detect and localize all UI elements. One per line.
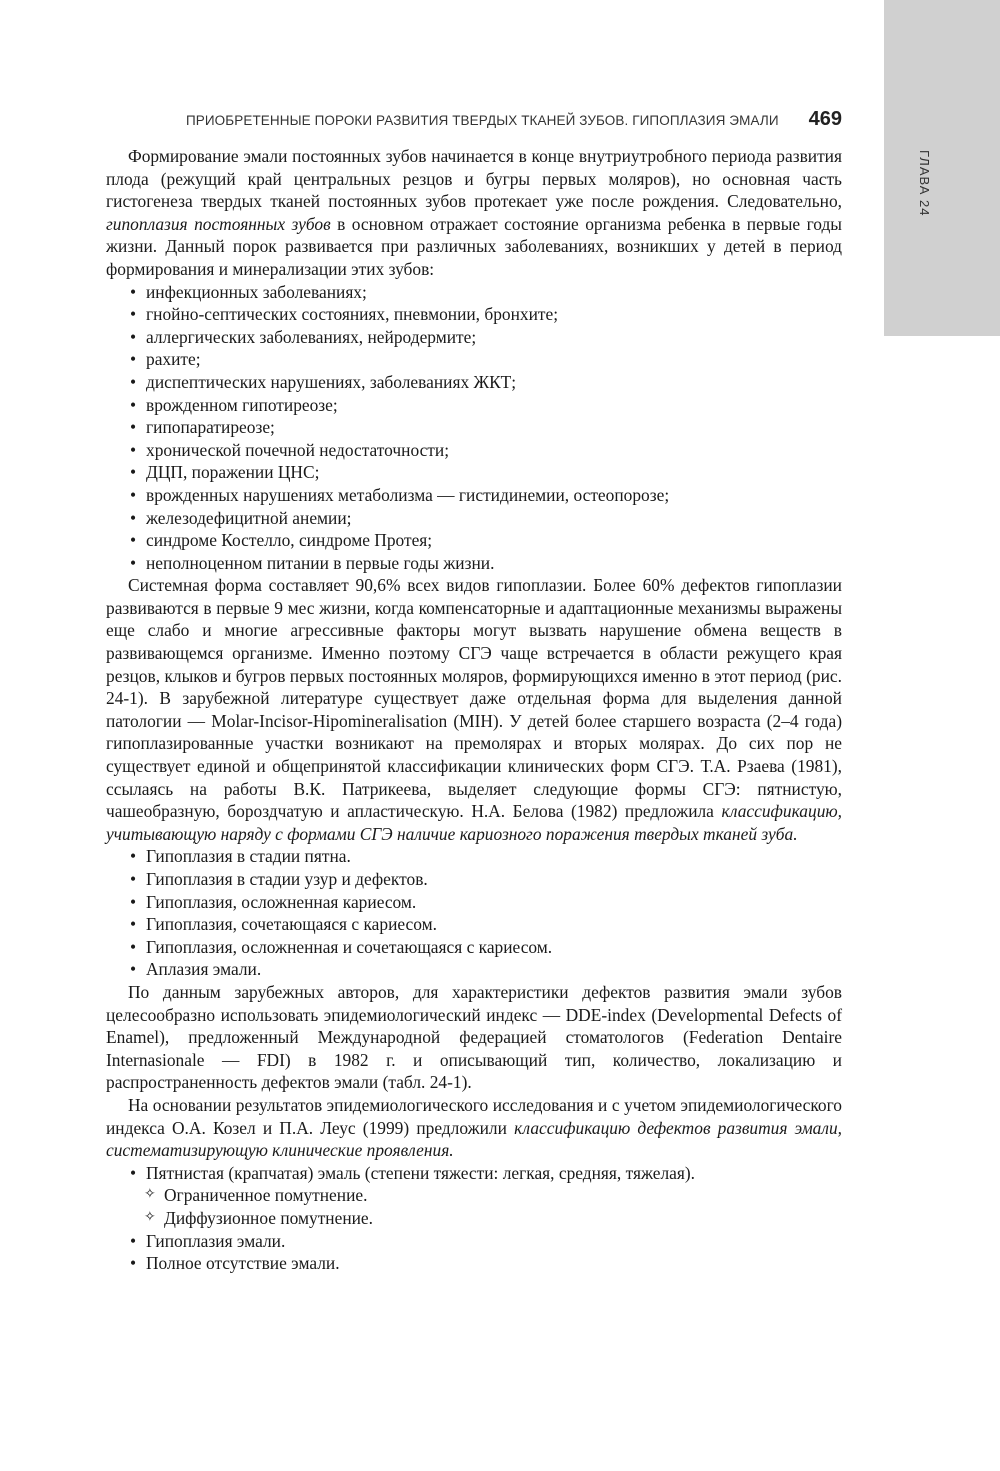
list-item: • Гипоплазия, сочетающаяся с кариесом. <box>106 913 842 936</box>
list-item: • диспептических нарушениях, заболеваниях ЖКТ; <box>106 371 842 394</box>
text-run: На основании результатов эпидемиологического исследования и с учетом эпидемиологического индекса О.А. Козел и П.А. Леус (1999) предложили <box>106 1094 842 1138</box>
chapter-label-container <box>917 150 937 230</box>
paragraph-systemic-form <box>106 574 842 845</box>
list-item: • Гипоплазия эмали. <box>106 1230 842 1253</box>
italic-term: гипоплазия постоянных зубов <box>106 213 331 234</box>
list-item: • аллергических заболеваниях, нейродермите; <box>106 326 842 349</box>
list-item: • рахите; <box>106 348 842 371</box>
list-item: • неполноценном питании в первые годы жизни. <box>106 552 842 575</box>
paragraph-dde-index: По данным зарубежных авторов, для характеристики дефектов развития эмали зубов целесообразно использовать эпидемиологический индекс — DDE-index (Developmental Defects of Enamel), предложенный Международной федерацией стоматологов (Federation Dentaire Internasionale — FDI) в 1982 г. и описывающий тип, количество, локализацию и распространенность дефектов эмали (табл. 24-1). <box>106 981 842 1093</box>
italic-term: классификацию, учитывающую наряду с формами СГЭ наличие кариозного поражения твердых тканей зуба. <box>106 801 842 844</box>
list-item: • железодефицитной анемии; <box>106 507 842 530</box>
running-title: ПРИОБРЕТЕННЫЕ ПОРОКИ РАЗВИТИЯ ТВЕРДЫХ ТКАНЕЙ ЗУБОВ. ГИПОПЛАЗИЯ ЭМАЛИ <box>185 113 779 128</box>
paragraph-enamel-formation <box>106 145 842 281</box>
list-item: • Гипоплазия в стадии узур и дефектов. <box>106 868 842 891</box>
text-run: Системная форма составляет 90,6% всех видов гипоплазии. Более 60% дефектов гипоплазии развиваются в первые 9 мес жизни, когда компенсаторные и адаптационные механизмы выражены еще слабо и многие агрессивные факторы могут вызвать нарушение обмена веществ в развивающемся организме. Именно поэтому СГЭ чаще встречается в области режущего края резцов, клыков и бугров первых постоянных моляров, формирующихся именно в этот период (рис. 24-1). В зарубежной литературе существует даже отдельная форма для выделения данной патологии — Molar-Incisor-Hipomineralisation (MIH). У детей более старшего возраста (2–4 года) гипоплазированные участки возникают на премолярах и вторых молярах. До сих пор не существует единой и общепринятой классификации клинических форм СГЭ. Т.А. Рзаева (1981), ссылаясь на работы В.К. Патрикеева, выделяет следующие формы СГЭ: пятнистую, чашеобразную, бороздчатую и апластическую. Н.А. Белова (1982) предложила <box>106 575 842 822</box>
list-item: • Гипоплазия в стадии пятна. <box>106 845 842 868</box>
chapter-label: ГЛАВА 24 <box>917 150 932 217</box>
sub-list-item: ✧ Ограниченное помутнение. <box>106 1184 842 1207</box>
list-item: • Полное отсутствие эмали. <box>106 1252 842 1275</box>
list-item: • врожденном гипотиреозе; <box>106 394 842 417</box>
list-item: • синдроме Костелло, синдроме Протея; <box>106 529 842 552</box>
chapter-side-tab <box>884 0 1000 336</box>
paragraph-kozel-leus <box>106 1094 842 1162</box>
list-item: • Гипоплазия, осложненная кариесом. <box>106 891 842 914</box>
page-number: 469 <box>808 108 842 130</box>
list-item: • ДЦП, поражении ЦНС; <box>106 461 842 484</box>
list-item: • Гипоплазия, осложненная и сочетающаяся с кариесом. <box>106 936 842 959</box>
list-item: • инфекционных заболеваниях; <box>106 281 842 304</box>
text-run: Формирование эмали постоянных зубов начинается в конце внутриутробного периода развития плода (режущий край центральных резцов и бугры первых моляров), но основная часть гистогенеза твердых тканей постоянных зубов протекает уже после рождения. Следовательно, <box>106 146 842 212</box>
page-header <box>150 108 842 134</box>
list-item: • Аплазия эмали. <box>106 958 842 981</box>
italic-term: классификацию дефектов развития эмали, систематизирующую клинические проявления. <box>106 1117 842 1161</box>
sub-list-item: ✧ Диффузионное помутнение. <box>106 1207 842 1230</box>
list-item: • Пятнистая (крапчатая) эмаль (степени тяжести: легкая, средняя, тяжелая). <box>106 1162 842 1185</box>
enamel-defects-list <box>106 1162 842 1275</box>
list-item: • гипопаратиреозе; <box>106 416 842 439</box>
belova-classification-list <box>106 845 842 981</box>
text-run: в основном отражает состояние организма ребенка в первые годы жизни. Данный порок развивается при различных заболеваниях, возникших у детей в период формирования и минерализации этих зубов: <box>106 213 842 279</box>
diseases-list <box>106 281 842 575</box>
list-item: • гнойно-септических состояниях, пневмонии, бронхите; <box>106 303 842 326</box>
list-item: • врожденных нарушениях метаболизма — гистидинемии, остеопорозе; <box>106 484 842 507</box>
list-item: • хронической почечной недостаточности; <box>106 439 842 462</box>
page-body <box>106 145 842 1275</box>
